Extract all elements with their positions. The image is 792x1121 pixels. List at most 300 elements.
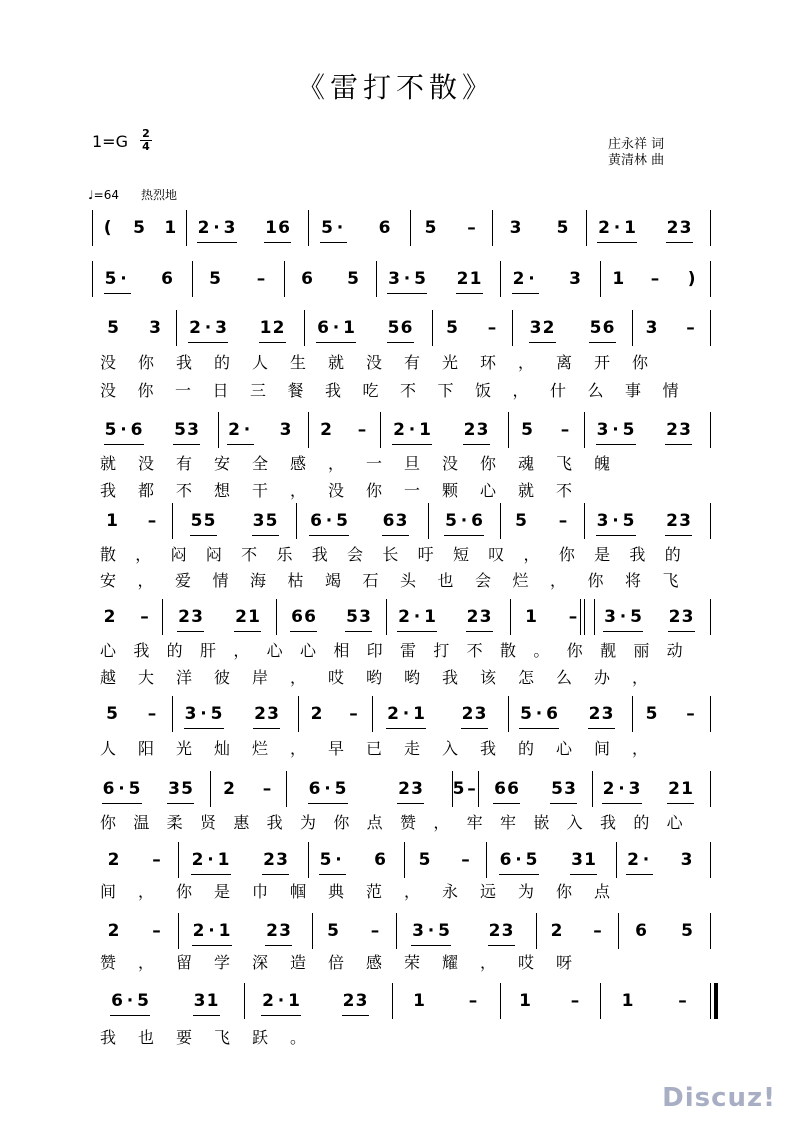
- note: 3: [628, 779, 641, 799]
- beam-underline: [184, 728, 224, 729]
- beam-underline: [499, 874, 539, 875]
- augmentation-dot: ·: [613, 218, 621, 238]
- note: 1: [469, 269, 482, 289]
- note: 6: [310, 511, 322, 531]
- beam-underline: [387, 293, 427, 294]
- note: 3: [252, 511, 265, 531]
- dash: –: [262, 779, 272, 799]
- note: 2: [666, 218, 679, 238]
- dash: –: [468, 991, 478, 1011]
- barline: [380, 412, 381, 448]
- dash: –: [593, 921, 602, 941]
- note: 2: [103, 607, 116, 627]
- beam-underline: [668, 631, 695, 632]
- note: 5: [347, 269, 359, 289]
- barline: [710, 842, 711, 878]
- note: 3: [191, 607, 203, 627]
- lyric-line: 你温柔贤惠我为你点赞，牢牢嵌入我的心: [100, 813, 701, 832]
- beam-underline: [529, 342, 556, 343]
- note: 3: [501, 921, 514, 941]
- key-signature: 1=G: [92, 132, 128, 151]
- barline: [172, 696, 173, 732]
- augmentation-dot: ·: [204, 318, 212, 338]
- lyric-line: 心我的肝，心心相印雷打不散。你靓丽动: [100, 641, 701, 660]
- note: 2: [512, 269, 525, 289]
- dash: –: [560, 420, 570, 440]
- barline: [308, 210, 309, 246]
- barline: [586, 210, 587, 246]
- barline: [186, 210, 187, 246]
- beam-underline: [345, 631, 372, 632]
- note: 2: [178, 607, 190, 627]
- note: 2: [668, 779, 680, 799]
- augmentation-dot: ·: [243, 420, 251, 440]
- beam-underline: [308, 803, 348, 804]
- note: 5: [525, 850, 538, 870]
- note: 6: [494, 779, 506, 799]
- note: 3: [596, 420, 609, 440]
- dash: –: [678, 991, 687, 1011]
- page-title: 《雷打不散》: [296, 71, 495, 104]
- beam-underline: [342, 1015, 369, 1016]
- beam-underline: [382, 535, 409, 536]
- note: 3: [279, 921, 291, 941]
- beam-underline: [596, 444, 636, 445]
- note: 5: [446, 318, 458, 338]
- note: 5: [334, 779, 347, 799]
- note: 1: [519, 991, 531, 1011]
- note: 2: [107, 850, 120, 870]
- note: 2: [602, 779, 615, 799]
- barline: [616, 842, 617, 878]
- note: 2: [488, 921, 501, 941]
- note: 1: [612, 269, 625, 289]
- note: 3: [355, 991, 368, 1011]
- note: 2: [262, 991, 274, 1011]
- note: 2: [342, 991, 355, 1011]
- note: 3: [279, 420, 292, 440]
- lyric-line: 散，闷闷不乐我会长吁短叹，你是我的: [100, 545, 701, 564]
- bracket: (: [103, 218, 112, 238]
- note: 3: [184, 704, 197, 724]
- note: 3: [215, 318, 227, 338]
- augmentation-dot: ·: [324, 779, 331, 799]
- note: 6: [499, 850, 512, 870]
- note: 5: [424, 218, 437, 238]
- barline: [298, 696, 299, 732]
- barline: [376, 261, 377, 297]
- note: 6: [304, 607, 316, 627]
- note: 3: [395, 511, 408, 531]
- lyric-line: 我都不想干，没你一颗心就不: [100, 481, 595, 500]
- tempo-value: ♩=64: [88, 188, 119, 202]
- note: 3: [476, 420, 489, 440]
- barline: [632, 696, 633, 732]
- note: 5: [190, 511, 203, 531]
- note: 6: [308, 779, 321, 799]
- beam-underline: [320, 242, 347, 243]
- beam-underline: [234, 631, 261, 632]
- final-barline: [714, 983, 718, 1019]
- barline: [308, 842, 309, 878]
- lyric-line: 赞，留学深造倍感荣耀，哎呀: [100, 953, 595, 972]
- augmentation-dot: ·: [332, 318, 340, 338]
- beam-underline: [191, 874, 231, 875]
- note: 3: [276, 850, 288, 870]
- barline: [492, 210, 493, 246]
- dash: –: [467, 218, 476, 238]
- note: 5: [630, 607, 642, 627]
- note: 6: [602, 318, 615, 338]
- barline: [632, 310, 633, 346]
- note: 1: [413, 704, 425, 724]
- note: 1: [248, 607, 260, 627]
- note: 5: [445, 511, 457, 531]
- barline: [386, 599, 387, 635]
- note: 5: [452, 779, 465, 799]
- note: 5: [622, 420, 635, 440]
- augmentation-dot: ·: [427, 921, 435, 941]
- note: 5: [387, 318, 400, 338]
- beam-underline: [665, 444, 692, 445]
- note: 2: [666, 420, 678, 440]
- note: 1: [164, 218, 177, 238]
- augmentation-dot: ·: [460, 511, 468, 531]
- note: 5: [319, 850, 332, 870]
- beam-underline: [188, 342, 228, 343]
- barline: [592, 771, 593, 807]
- note: 1: [525, 607, 537, 627]
- note: 2: [272, 318, 285, 338]
- note: 2: [393, 420, 405, 440]
- note: 2: [668, 607, 681, 627]
- barline: [710, 210, 711, 246]
- credits: [608, 137, 664, 169]
- dash: –: [349, 704, 358, 724]
- barline: [244, 983, 245, 1019]
- note: 2: [461, 704, 474, 724]
- note: 2: [398, 607, 410, 627]
- beam-underline: [193, 1015, 220, 1016]
- note: 5: [203, 511, 216, 531]
- note: 5: [414, 269, 426, 289]
- note: 3: [479, 607, 492, 627]
- note: 3: [411, 779, 423, 799]
- note: 2: [189, 318, 201, 338]
- note: 1: [288, 991, 300, 1011]
- note: 5: [520, 704, 532, 724]
- note: 5: [107, 318, 119, 338]
- beam-underline: [387, 342, 414, 343]
- note: 1: [265, 218, 277, 238]
- note: 3: [569, 269, 581, 289]
- barline: [500, 503, 501, 539]
- note: 6: [546, 704, 558, 724]
- barline: [176, 310, 177, 346]
- note: 5: [265, 511, 278, 531]
- beam-underline: [290, 631, 317, 632]
- note: 1: [259, 318, 272, 338]
- beam-underline: [197, 242, 237, 243]
- note: 2: [463, 420, 476, 440]
- note: 2: [310, 704, 323, 724]
- note: 3: [223, 218, 236, 238]
- beam-underline: [319, 874, 346, 875]
- note: 3: [149, 318, 161, 338]
- beam-underline: [466, 631, 493, 632]
- note: 5: [321, 218, 333, 238]
- note: 6: [378, 218, 391, 238]
- note: 5: [128, 779, 141, 799]
- beam-underline: [456, 293, 483, 294]
- note: 2: [320, 420, 332, 440]
- augmentation-dot: ·: [118, 779, 125, 799]
- dash: –: [558, 511, 568, 531]
- note: 1: [343, 318, 355, 338]
- augmentation-dot: ·: [403, 269, 411, 289]
- tempo-marking: [88, 186, 177, 203]
- augmentation-dot: ·: [402, 704, 410, 724]
- note: 1: [206, 991, 219, 1011]
- barline: [710, 503, 711, 539]
- lyricist-credit: 庄永祥 词: [608, 137, 665, 152]
- barline: [162, 599, 163, 635]
- watermark: Discuz!: [662, 1083, 776, 1113]
- lyric-line: 越大洋彼岸，哎哟哟我该怎么办，: [100, 668, 671, 687]
- beam-underline: [397, 803, 424, 804]
- note: 6: [471, 511, 483, 531]
- barline: [284, 261, 285, 297]
- note: 2: [266, 921, 278, 941]
- beam-underline: [444, 535, 484, 536]
- lyric-line: 就没有安全感，一旦没你魂飞魄: [100, 454, 633, 473]
- beam-underline: [167, 803, 194, 804]
- barline: [710, 696, 711, 732]
- augmentation-dot: ·: [515, 850, 522, 870]
- barline: [304, 310, 305, 346]
- note: 3: [679, 511, 691, 531]
- beam-underline: [102, 803, 142, 804]
- note: 5: [622, 511, 635, 531]
- barline: [500, 261, 501, 297]
- dash: –: [467, 779, 476, 799]
- dash: –: [140, 607, 149, 627]
- augmentation-dot: ·: [535, 704, 543, 724]
- lyric-line: 我也要飞跃。: [100, 1028, 329, 1047]
- lyric-line: 安，爱情海枯竭石头也会烂，你将飞: [100, 571, 701, 590]
- bracket: ): [687, 269, 696, 289]
- barline: [286, 771, 287, 807]
- note: 6: [382, 511, 395, 531]
- note: 2: [235, 607, 247, 627]
- augmentation-dot: ·: [642, 850, 650, 870]
- note: 6: [161, 269, 173, 289]
- beam-underline: [104, 444, 144, 445]
- note: 6: [278, 218, 290, 238]
- lyric-line: 没你一日三餐我吃不下饭，什么事情: [100, 381, 701, 400]
- beam-underline: [461, 728, 488, 729]
- note: 2: [666, 511, 678, 531]
- beam-underline: [597, 242, 637, 243]
- barline: [218, 412, 219, 448]
- note: 5: [210, 704, 223, 724]
- beam-underline: [411, 945, 451, 946]
- barline: [594, 599, 595, 635]
- note: 6: [635, 921, 647, 941]
- note: 1: [413, 991, 425, 1011]
- note: 3: [571, 850, 583, 870]
- barline: [308, 412, 309, 448]
- note: 6: [400, 318, 413, 338]
- repeat-barline: [580, 599, 581, 635]
- tempo-expression: 热烈地: [140, 188, 177, 202]
- note: 2: [550, 921, 563, 941]
- dash: –: [152, 850, 161, 870]
- note: 5: [346, 607, 358, 627]
- note: 1: [217, 850, 230, 870]
- beam-underline: [261, 1015, 301, 1016]
- note: 3: [529, 318, 542, 338]
- note: 5: [137, 991, 149, 1011]
- barline: [296, 503, 297, 539]
- beam-underline: [227, 444, 254, 445]
- note: 3: [187, 420, 199, 440]
- beam-underline: [177, 631, 204, 632]
- dash: –: [686, 704, 695, 724]
- note: 3: [679, 218, 692, 238]
- barline: [312, 913, 313, 949]
- note: 3: [193, 991, 206, 1011]
- note: 2: [588, 704, 601, 724]
- note: 2: [542, 318, 555, 338]
- augmentation-dot: ·: [408, 420, 416, 440]
- note: 5: [133, 218, 145, 238]
- augmentation-dot: ·: [528, 269, 535, 289]
- note: 1: [419, 420, 431, 440]
- note: 1: [621, 991, 634, 1011]
- note: 3: [388, 269, 400, 289]
- note: 3: [474, 704, 487, 724]
- beam-underline: [190, 535, 217, 536]
- note: 5: [181, 779, 193, 799]
- note: 6: [507, 779, 519, 799]
- barline: [276, 599, 277, 635]
- beam-underline: [173, 444, 200, 445]
- beam-underline: [602, 803, 642, 804]
- note: 5: [589, 318, 602, 338]
- note: 3: [267, 704, 279, 724]
- barline: [396, 913, 397, 949]
- barline: [486, 842, 487, 878]
- note: 6: [130, 420, 143, 440]
- meter-bottom: 4: [140, 140, 152, 153]
- note: 2: [228, 420, 240, 440]
- augmentation-dot: ·: [619, 607, 627, 627]
- augmentation-dot: ·: [335, 850, 342, 870]
- time-signature: [140, 128, 152, 153]
- note: 5: [515, 511, 527, 531]
- barline: [392, 983, 393, 1019]
- repeat-barline: [584, 599, 585, 635]
- dash: –: [370, 921, 380, 941]
- augmentation-dot: ·: [120, 420, 127, 440]
- dash: –: [686, 318, 695, 338]
- beam-underline: [665, 535, 692, 536]
- barline: [192, 261, 193, 297]
- note: 2: [398, 779, 410, 799]
- augmentation-dot: ·: [618, 779, 625, 799]
- barline: [92, 261, 93, 297]
- note: 5: [556, 218, 569, 238]
- note: 1: [106, 511, 118, 531]
- note: 2: [197, 218, 210, 238]
- note: 3: [645, 318, 658, 338]
- barline: [500, 983, 501, 1019]
- note: 6: [111, 991, 123, 1011]
- barline: [410, 210, 411, 246]
- beam-underline: [397, 631, 437, 632]
- barline: [710, 310, 711, 346]
- barline: [584, 503, 585, 539]
- dash: –: [650, 269, 660, 289]
- barline: [710, 412, 711, 448]
- augmentation-dot: ·: [277, 991, 285, 1011]
- note: 3: [604, 607, 616, 627]
- note: 3: [679, 420, 691, 440]
- beam-underline: [463, 444, 490, 445]
- beam-underline: [253, 728, 280, 729]
- barline: [404, 842, 405, 878]
- barline: [508, 696, 509, 732]
- note: 2: [627, 850, 639, 870]
- beam-underline: [588, 728, 615, 729]
- barline: [372, 696, 373, 732]
- beam-underline: [104, 293, 131, 294]
- dash: –: [147, 511, 157, 531]
- beam-underline: [316, 342, 356, 343]
- beam-underline: [603, 631, 643, 632]
- note: 5: [106, 704, 118, 724]
- beam-underline: [110, 1015, 150, 1016]
- beam-underline: [519, 728, 559, 729]
- dash: –: [568, 607, 578, 627]
- augmentation-dot: ·: [325, 511, 333, 531]
- note: 5: [174, 420, 186, 440]
- augmentation-dot: ·: [612, 420, 619, 440]
- beam-underline: [667, 803, 694, 804]
- note: 2: [456, 269, 469, 289]
- note: 2: [223, 779, 235, 799]
- dash: –: [487, 318, 497, 338]
- note: 5: [645, 704, 658, 724]
- note: 2: [598, 218, 610, 238]
- note: 6: [301, 269, 313, 289]
- barline: [172, 503, 173, 539]
- barline: [618, 913, 619, 949]
- note: 1: [218, 921, 231, 941]
- note: 2: [466, 607, 479, 627]
- lyric-line: 间，你是巾帼典范，永远为你点: [100, 882, 633, 901]
- beam-underline: [265, 945, 292, 946]
- barline: [510, 599, 511, 635]
- beam-underline: [309, 535, 349, 536]
- dash: –: [461, 850, 470, 870]
- augmentation-dot: ·: [126, 991, 134, 1011]
- barline: [92, 210, 93, 246]
- barline: [584, 412, 585, 448]
- note: 1: [424, 607, 436, 627]
- barline: [710, 983, 711, 1019]
